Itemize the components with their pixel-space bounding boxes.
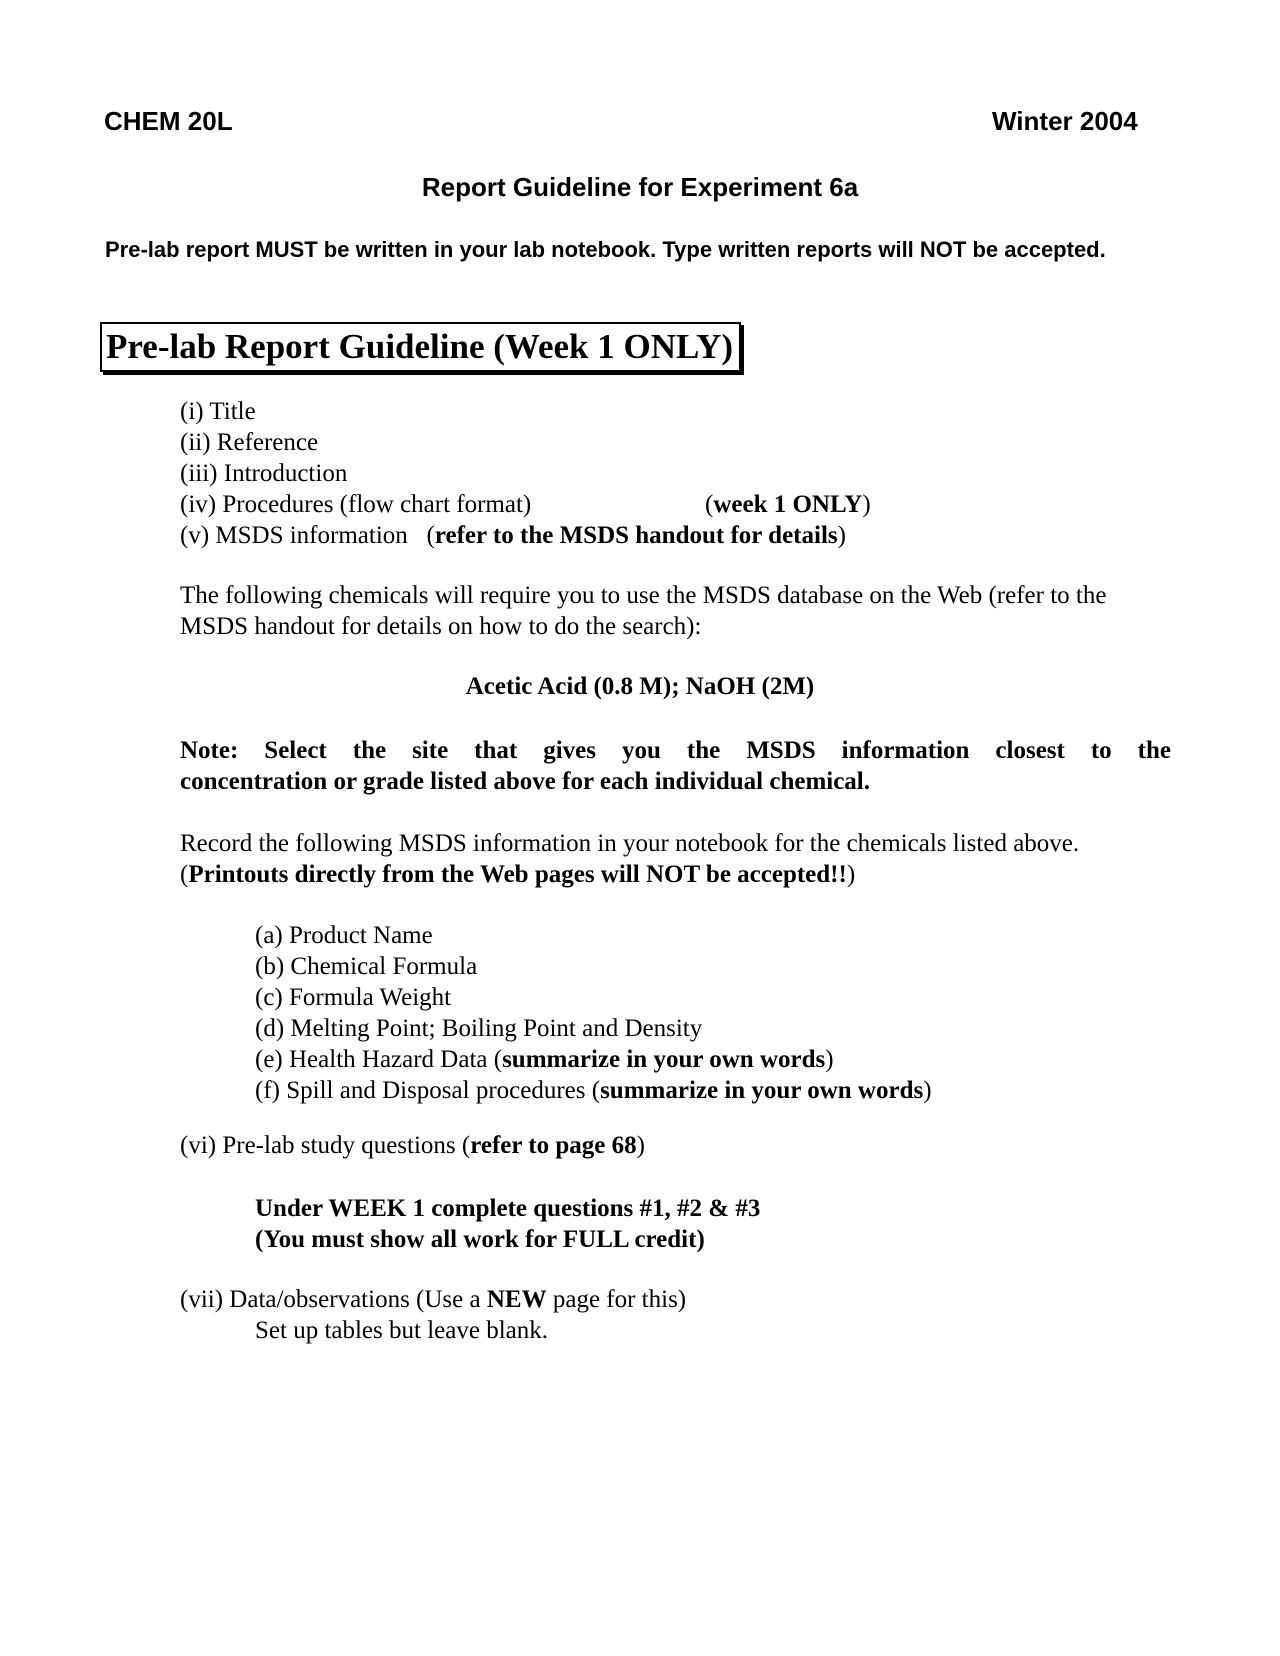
record-warning: (Printouts directly from the Web pages will NOT be accepted!!) — [180, 861, 856, 888]
guideline-list — [180, 396, 871, 551]
msds-items-list — [255, 920, 932, 1106]
msds-label: (v) MSDS information — [180, 522, 408, 549]
week1-line-2: (You must show all work for FULL credit) — [255, 1226, 705, 1253]
chemicals-line: Acetic Acid (0.8 M); NaOH (2M) — [465, 673, 815, 700]
data-observations-label: (vii) Data/observations (Use a NEW page for this) — [180, 1286, 687, 1313]
note-paragraph — [180, 735, 1171, 797]
warning-text: Pre-lab report MUST be written in your lab notebook. Type written reports will NOT be accepted. — [105, 237, 1106, 262]
msds-paragraph: The following chemicals will require you to use the MSDS database on the Web (refer to the MSDS handout for details on how to do the search): — [180, 582, 1107, 640]
list-item-reference: (ii) Reference — [180, 429, 319, 456]
procedures-note: (week 1 ONLY) — [705, 491, 871, 518]
note-line-1: Note: Select the site that gives you the MSDS information closest to the — [180, 737, 1171, 764]
list-item-title: (i) Title — [180, 398, 256, 425]
note-line-2: concentration or grade listed above for each individual chemical. — [180, 768, 871, 795]
section-heading: Pre-lab Report Guideline (Week 1 ONLY) — [100, 322, 741, 372]
msds-note: (refer to the MSDS handout for details) — [426, 522, 846, 549]
list-item-chemical-formula: (b) Chemical Formula — [255, 953, 478, 980]
course-code: CHEM 20L — [104, 106, 233, 136]
record-text: Record the following MSDS information in your notebook for the chemicals listed above. — [180, 830, 1080, 857]
list-item-introduction: (iii) Introduction — [180, 460, 348, 487]
list-item-procedures — [180, 489, 871, 520]
week1-instructions — [255, 1193, 760, 1255]
study-questions-item: (vi) Pre-lab study questions (refer to page 68) — [180, 1132, 645, 1159]
list-item-formula-weight: (c) Formula Weight — [255, 984, 452, 1011]
data-observations-item — [180, 1284, 686, 1346]
list-item-health-hazard: (e) Health Hazard Data (summarize in your own words) — [255, 1046, 834, 1073]
list-item-msds — [180, 520, 846, 551]
procedures-label: (iv) Procedures (flow chart format) — [180, 491, 532, 518]
week1-line-1: Under WEEK 1 complete questions #1, #2 & #3 — [255, 1195, 761, 1222]
list-item-product-name: (a) Product Name — [255, 922, 433, 949]
page-title: Report Guideline for Experiment 6a — [421, 172, 859, 202]
data-observations-sub: Set up tables but leave blank. — [255, 1317, 548, 1344]
record-paragraph — [180, 828, 1190, 890]
list-item-spill-disposal: (f) Spill and Disposal procedures (summarize in your own words) — [255, 1077, 932, 1104]
term-label: Winter 2004 — [992, 106, 1138, 136]
list-item-physical-props: (d) Melting Point; Boiling Point and Density — [255, 1015, 703, 1042]
